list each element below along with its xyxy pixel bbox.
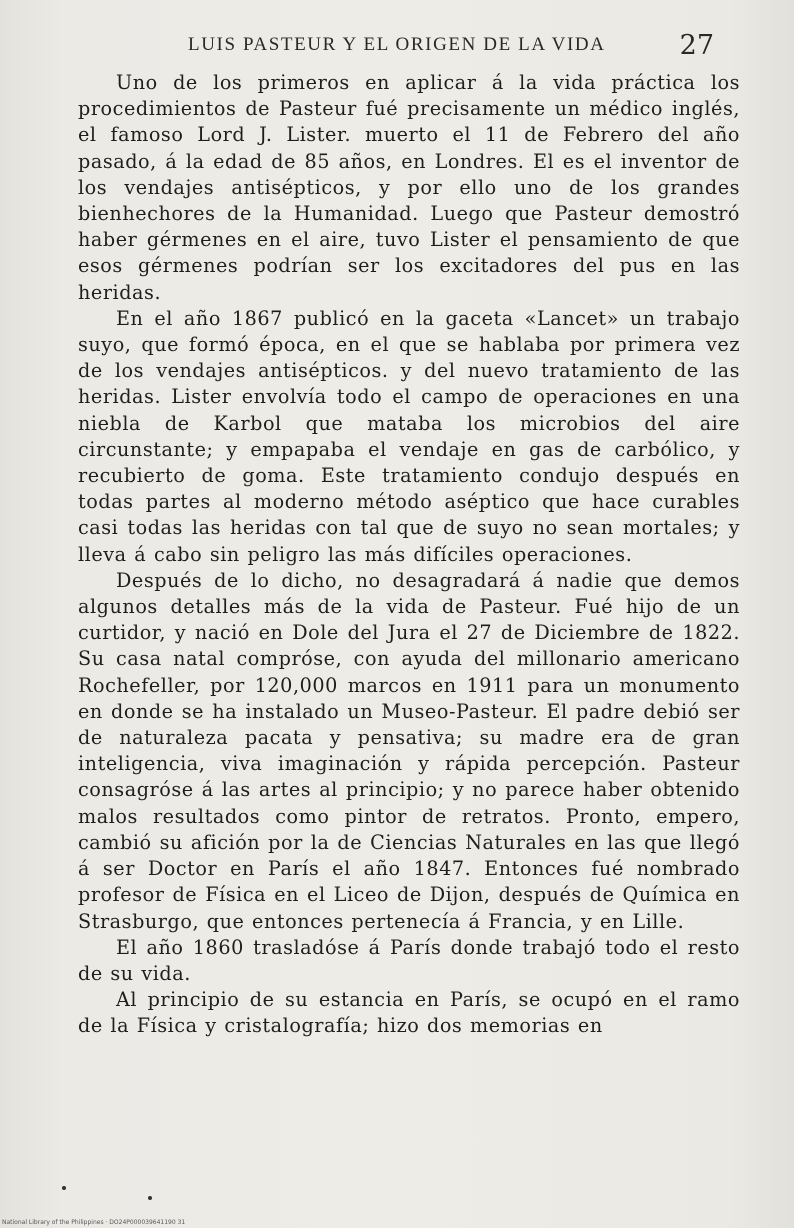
paragraph-lister: Uno de los primeros en aplicar á la vida práctica los procedimientos de Pasteur fué precisamente un médico inglés, el famoso Lord J. Lister. muerto el 11 de Febrero del año pasado, á la edad de 85 años, en Londres. El es el inventor de los vendajes antisépticos, y por ello uno de los grandes bienhechores de la Humanidad. Luego que Pasteur demostró haber gérmenes en el aire, tuvo Lister el pensamiento de que esos gérmenes podrían ser los excitadores del pus en las heridas. [78,71,740,304]
scan-credit: National Library of the Philippines · DO24P000039641190 31 [2,1219,186,1226]
paragraph-paris: El año 1860 trasladóse á París donde trabajó todo el resto de su vida. [78,935,740,985]
ink-speck [148,1196,152,1200]
body-text [78,70,740,1040]
paragraph-lancet: En el año 1867 publicó en la gaceta «Lancet» un trabajo suyo, que formó época, en el que se hablaba por primera vez de los vendajes antisépticos. y del nuevo tratamiento de las heridas. Lister envolvía todo el campo de operaciones en una niebla de Karbol que mataba los microbios del aire circunstante; y empapaba el vendaje en gas de carbólico, y recubierto de goma. Este tratamiento condujo después en todas partes al moderno método aséptico que hace curables casi todas las heridas con tal que de suyo no sean mortales; y lleva á cabo sin peligro las más difíciles operaciones. [78,306,740,566]
page-number: 27 [679,30,714,61]
page-header [180,30,720,64]
running-title: LUIS PASTEUR Y EL ORIGEN DE LA VIDA [188,34,606,55]
paragraph-pasteur-life: Después de lo dicho, no desagradará á nadie que demos algunos detalles más de la vida de Pasteur. Fué hijo de un curtidor, y nació en Dole del Jura el 27 de Diciembre de 1822. Su casa natal compróse, con ayuda del millonario americano Rochefeller, por 120,000 marcos en 1911 para un monumento en donde se ha instalado un Museo-Pasteur. El padre debió ser de naturaleza pacata y pensativa; su madre era de gran inteligencia, viva imaginación y rápida percepción. Pasteur consagróse á las artes al principio; y no parece haber obtenido malos resultados como pintor de retratos. Pronto, empero, cambió su afición por la de Ciencias Naturales en las que llegó á ser Doctor en París el año 1847. Entonces fué nombrado profesor de Física en el Liceo de Dijon, después de Química en Strasburgo, que entonces pertenecía á Francia, y en Lille. [78,568,740,933]
ink-speck [62,1186,66,1190]
paragraph-physics: Al principio de su estancia en París, se ocupó en el ramo de la Física y cristalografía; hizo dos memorias en [78,988,740,1038]
